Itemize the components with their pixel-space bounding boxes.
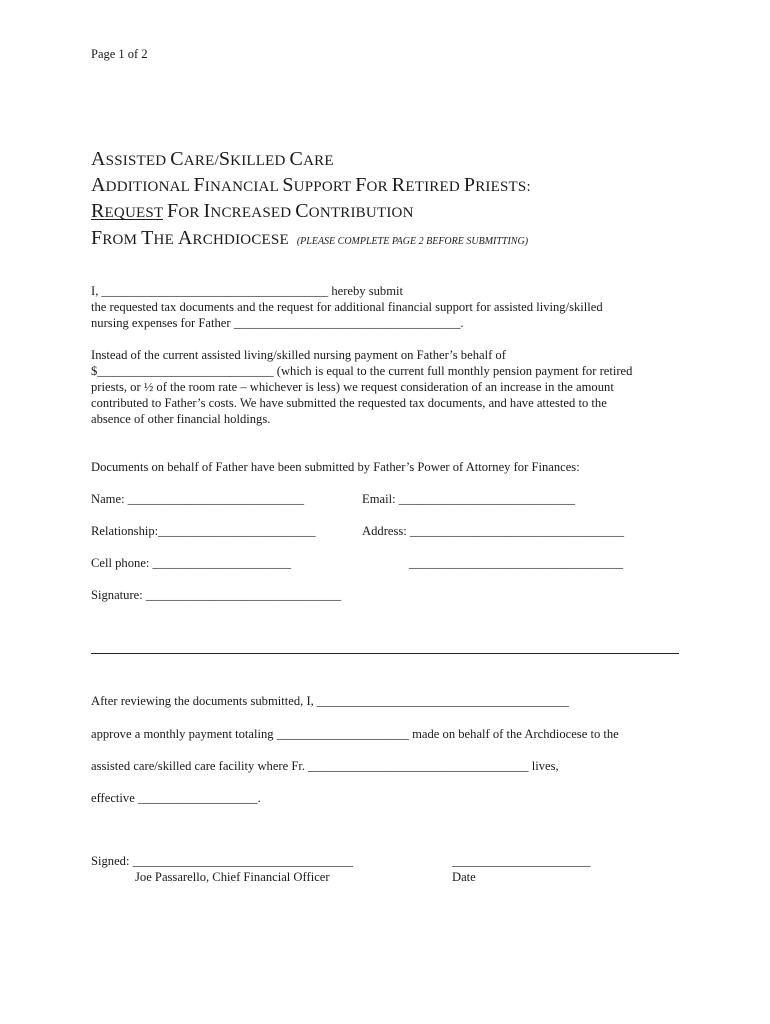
title-text: ADDITIONAL FINANCIAL SUPPORT FOR RETIRED PRIESTS: [91, 174, 531, 196]
approval-effective-field[interactable]: effective ___________________. [91, 791, 261, 805]
poa-email-field[interactable]: Email: ____________________________ [362, 492, 576, 506]
poa-address-line-2-field[interactable]: __________________________________ [409, 556, 624, 570]
title-line-3 [91, 200, 414, 223]
title-text: FOR INCREASED CONTRIBUTION [166, 200, 414, 222]
page-number: Page 1 of 2 [91, 47, 148, 61]
poa-intro: Documents on behalf of Father have been submitted by Father’s Power of Attorney for Finances: [91, 460, 580, 474]
instead-line-1: Instead of the current assisted living/skilled nursing payment on Father’s behalf of [91, 348, 506, 362]
title-note: (PLEASE COMPLETE PAGE 2 BEFORE SUBMITTING) [296, 236, 529, 247]
title-line-4 [91, 227, 528, 250]
section-divider [91, 653, 679, 654]
approval-line-1[interactable]: After reviewing the documents submitted, I, ________________________________________ [91, 694, 569, 708]
date-field[interactable]: ______________________ [452, 854, 591, 868]
request-line-1: I, ____________________________________ hereby submit [91, 284, 404, 298]
poa-relationship-field[interactable]: Relationship:_________________________ [91, 524, 316, 538]
title-text: ASSISTED CARE/SKILLED CARE [91, 148, 334, 170]
poa-cell-phone-field[interactable]: Cell phone: ______________________ [91, 556, 292, 570]
approval-line-3[interactable]: assisted care/skilled care facility where Fr. ___________________________________ lives, [91, 759, 559, 773]
instead-line-5: absence of other financial holdings. [91, 412, 271, 426]
request-line-3: nursing expenses for Father ____________________________________. [91, 316, 464, 330]
title-text: FROM THE ARCHDIOCESE [91, 227, 289, 249]
title-line-2 [91, 174, 531, 197]
poa-signature-field[interactable]: Signature: _______________________________ [91, 588, 342, 602]
request-line-2: the requested tax documents and the request for additional financial support for assisted living/skilled [91, 300, 603, 314]
instead-line-2: $____________________________ (which is equal to the current full monthly pension payment for retired [91, 364, 633, 378]
approval-line-2[interactable]: approve a monthly payment totaling _____________________ made on behalf of the Archdiocese to the [91, 727, 619, 741]
poa-address-field[interactable]: Address: __________________________________ [362, 524, 625, 538]
poa-name-field[interactable]: Name: ____________________________ [91, 492, 305, 506]
date-label: Date [452, 870, 476, 884]
title-request-underlined: REQUEST [91, 200, 164, 222]
officer-name: Joe Passarello, Chief Financial Officer [135, 870, 330, 884]
title-line-1 [91, 148, 334, 171]
instead-line-4: contributed to Father’s costs. We have submitted the requested tax documents, and have attested to the [91, 396, 607, 410]
signed-field[interactable]: Signed: ___________________________________ [91, 854, 354, 868]
instead-line-3: priests, or ½ of the room rate – whichever is less) we request consideration of an increase in the amount [91, 380, 614, 394]
